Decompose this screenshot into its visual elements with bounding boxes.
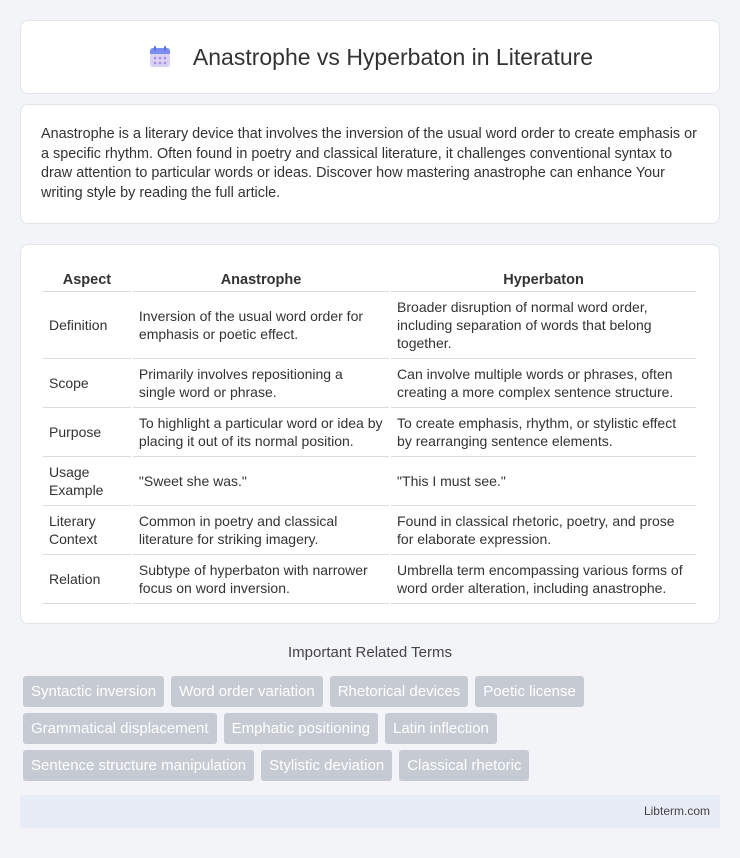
cell-hyperbaton: Broader disruption of normal word order, including separation of words that belong together.: [391, 292, 696, 359]
comparison-table: [41, 265, 698, 604]
header-hyperbaton: Hyperbaton: [391, 265, 696, 292]
cell-aspect: Usage Example: [43, 457, 131, 506]
related-terms-title: Important Related Terms: [288, 644, 452, 661]
cell-hyperbaton: Found in classical rhetoric, poetry, and prose for elaborate expression.: [391, 506, 696, 555]
cell-anastrophe: "Sweet she was.": [133, 457, 389, 506]
table-row: [43, 292, 696, 359]
header-anastrophe: Anastrophe: [133, 265, 389, 292]
page-title: Anastrophe vs Hyperbaton in Literature: [192, 43, 594, 70]
related-term-tag[interactable]: Emphatic positioning: [224, 713, 378, 744]
table-row: [43, 457, 696, 506]
cell-aspect: Definition: [43, 292, 131, 359]
table-row: [43, 408, 696, 457]
cell-anastrophe: Subtype of hyperbaton with narrower focus on word inversion.: [133, 555, 389, 604]
cell-anastrophe: To highlight a particular word or idea by placing it out of its normal position.: [133, 408, 389, 457]
related-term-tag[interactable]: Syntactic inversion: [23, 676, 164, 707]
footer: [20, 795, 720, 828]
cell-anastrophe: Inversion of the usual word order for emphasis or poetic effect.: [133, 292, 389, 359]
related-term-tag[interactable]: Latin inflection: [385, 713, 497, 744]
cell-anastrophe: Primarily involves repositioning a single word or phrase.: [133, 359, 389, 408]
table-header-row: [43, 265, 696, 292]
calendar-icon: [147, 44, 173, 70]
related-term-tag[interactable]: Sentence structure manipulation: [23, 750, 254, 781]
related-term-tag[interactable]: Word order variation: [171, 676, 323, 707]
title-card: [20, 20, 720, 94]
cell-anastrophe: Common in poetry and classical literature for striking imagery.: [133, 506, 389, 555]
table-row: [43, 359, 696, 408]
cell-aspect: Literary Context: [43, 506, 131, 555]
intro-paragraph: Anastrophe is a literary device that involves the inversion of the usual word order to create emphasis or a specific rhythm. Often found in poetry and classical literature, it challenges conventional syntax to draw attention to particular words or ideas. Discover how mastering anastrophe can enhance Your writing style by reading the full article.: [41, 126, 697, 201]
related-term-tag[interactable]: Stylistic deviation: [261, 750, 392, 781]
related-term-tag[interactable]: Poetic license: [475, 676, 584, 707]
table-row: [43, 506, 696, 555]
related-term-tag[interactable]: Rhetorical devices: [330, 676, 469, 707]
related-term-tag[interactable]: Grammatical displacement: [23, 713, 217, 744]
cell-hyperbaton: "This I must see.": [391, 457, 696, 506]
cell-hyperbaton: Umbrella term encompassing various forms of word order alteration, including anastrophe.: [391, 555, 696, 604]
cell-aspect: Purpose: [43, 408, 131, 457]
table-row: [43, 555, 696, 604]
cell-hyperbaton: To create emphasis, rhythm, or stylistic effect by rearranging sentence elements.: [391, 408, 696, 457]
intro-card: [20, 104, 720, 224]
cell-hyperbaton: Can involve multiple words or phrases, often creating a more complex sentence structure.: [391, 359, 696, 408]
related-term-tag[interactable]: Classical rhetoric: [399, 750, 529, 781]
cell-aspect: Scope: [43, 359, 131, 408]
comparison-card: [20, 244, 720, 624]
header-aspect: Aspect: [43, 265, 131, 292]
cell-aspect: Relation: [43, 555, 131, 604]
footer-brand-link[interactable]: Libterm.com: [643, 804, 710, 818]
related-terms-list: [23, 676, 723, 787]
